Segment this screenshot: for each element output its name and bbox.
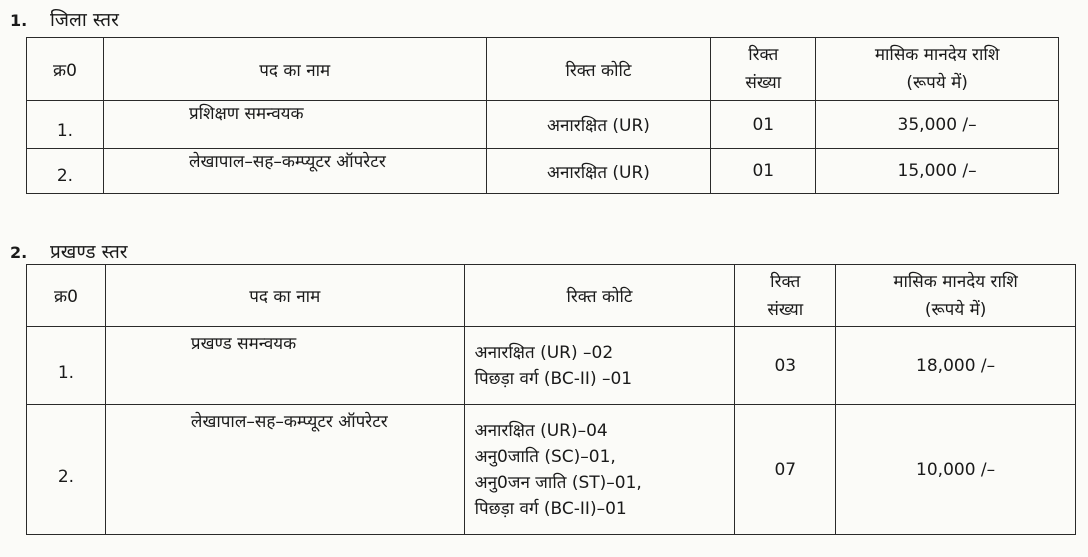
section-2-number: 2. [10,243,28,262]
district-level-table [26,37,1059,194]
header-sno: क्र0 [27,265,106,327]
header-category: रिक्त कोटि [464,265,735,327]
header-sno: क्र0 [27,38,104,101]
header-post: पद का नाम [105,265,464,327]
cell-category [464,327,735,405]
header-honorarium [836,265,1076,327]
cell-honorarium: 35,000 /– [816,101,1059,149]
header-honorarium [816,38,1059,101]
table-row [27,405,1076,535]
section-1-title: जिला स्तर [50,9,119,31]
header-vacancy-line1: रिक्त [748,45,779,65]
block-level-table [26,264,1076,535]
cell-post: लेखापाल–सह–कम्प्यूटर ऑपरेटर [103,149,486,194]
cell-sno: 1. [27,327,106,405]
cell-vacancy: 03 [735,327,836,405]
cell-sno: 2. [27,405,106,535]
section-2-heading [10,238,128,264]
table-header-row [27,38,1059,101]
cell-honorarium: 18,000 /– [836,327,1076,405]
cell-honorarium: 15,000 /– [816,149,1059,194]
category-line: अनु0जाति (SC)–01, [474,446,616,467]
cell-sno: 1. [27,101,104,149]
cell-vacancy: 07 [735,405,836,535]
section-2-title: प्रखण्ड स्तर [50,241,128,263]
section-1-number: 1. [10,11,28,30]
category-line: अनु0जन जाति (ST)–01, [474,472,642,493]
header-vacancy [711,38,816,101]
cell-post: प्रखण्ड समन्वयक [105,327,464,405]
category-line: पिछड़ा वर्ग (BC-II) –01 [474,368,633,389]
cell-post: प्रशिक्षण समन्वयक [103,101,486,149]
cell-post: लेखापाल–सह–कम्प्यूटर ऑपरेटर [105,405,464,535]
header-post: पद का नाम [103,38,486,101]
cell-category: अनारक्षित (UR) [486,101,711,149]
header-vacancy-line1: रिक्त [770,271,801,292]
header-category: रिक्त कोटि [486,38,711,101]
header-honorarium-line2: (रूपये में) [906,73,968,93]
header-honorarium-line2: (रूपये में) [924,299,987,320]
category-line: अनारक्षित (UR) –02 [474,342,614,363]
category-line: अनारक्षित (UR)–04 [474,420,608,441]
cell-honorarium: 10,000 /– [836,405,1076,535]
table-row [27,101,1059,149]
header-honorarium-line1: मासिक मानदेय राशि [893,271,1018,292]
cell-vacancy: 01 [711,149,816,194]
header-vacancy [735,265,836,327]
header-vacancy-line2: संख्या [767,299,804,320]
cell-vacancy: 01 [711,101,816,149]
cell-category [464,405,735,535]
header-vacancy-line2: संख्या [745,73,782,93]
cell-category: अनारक्षित (UR) [486,149,711,194]
cell-sno: 2. [27,149,104,194]
section-1-heading [10,6,119,32]
header-honorarium-line1: मासिक मानदेय राशि [874,45,1000,65]
category-line: पिछड़ा वर्ग (BC-II)–01 [474,498,627,519]
table-row [27,149,1059,194]
table-row [27,327,1076,405]
table-header-row [27,265,1076,327]
